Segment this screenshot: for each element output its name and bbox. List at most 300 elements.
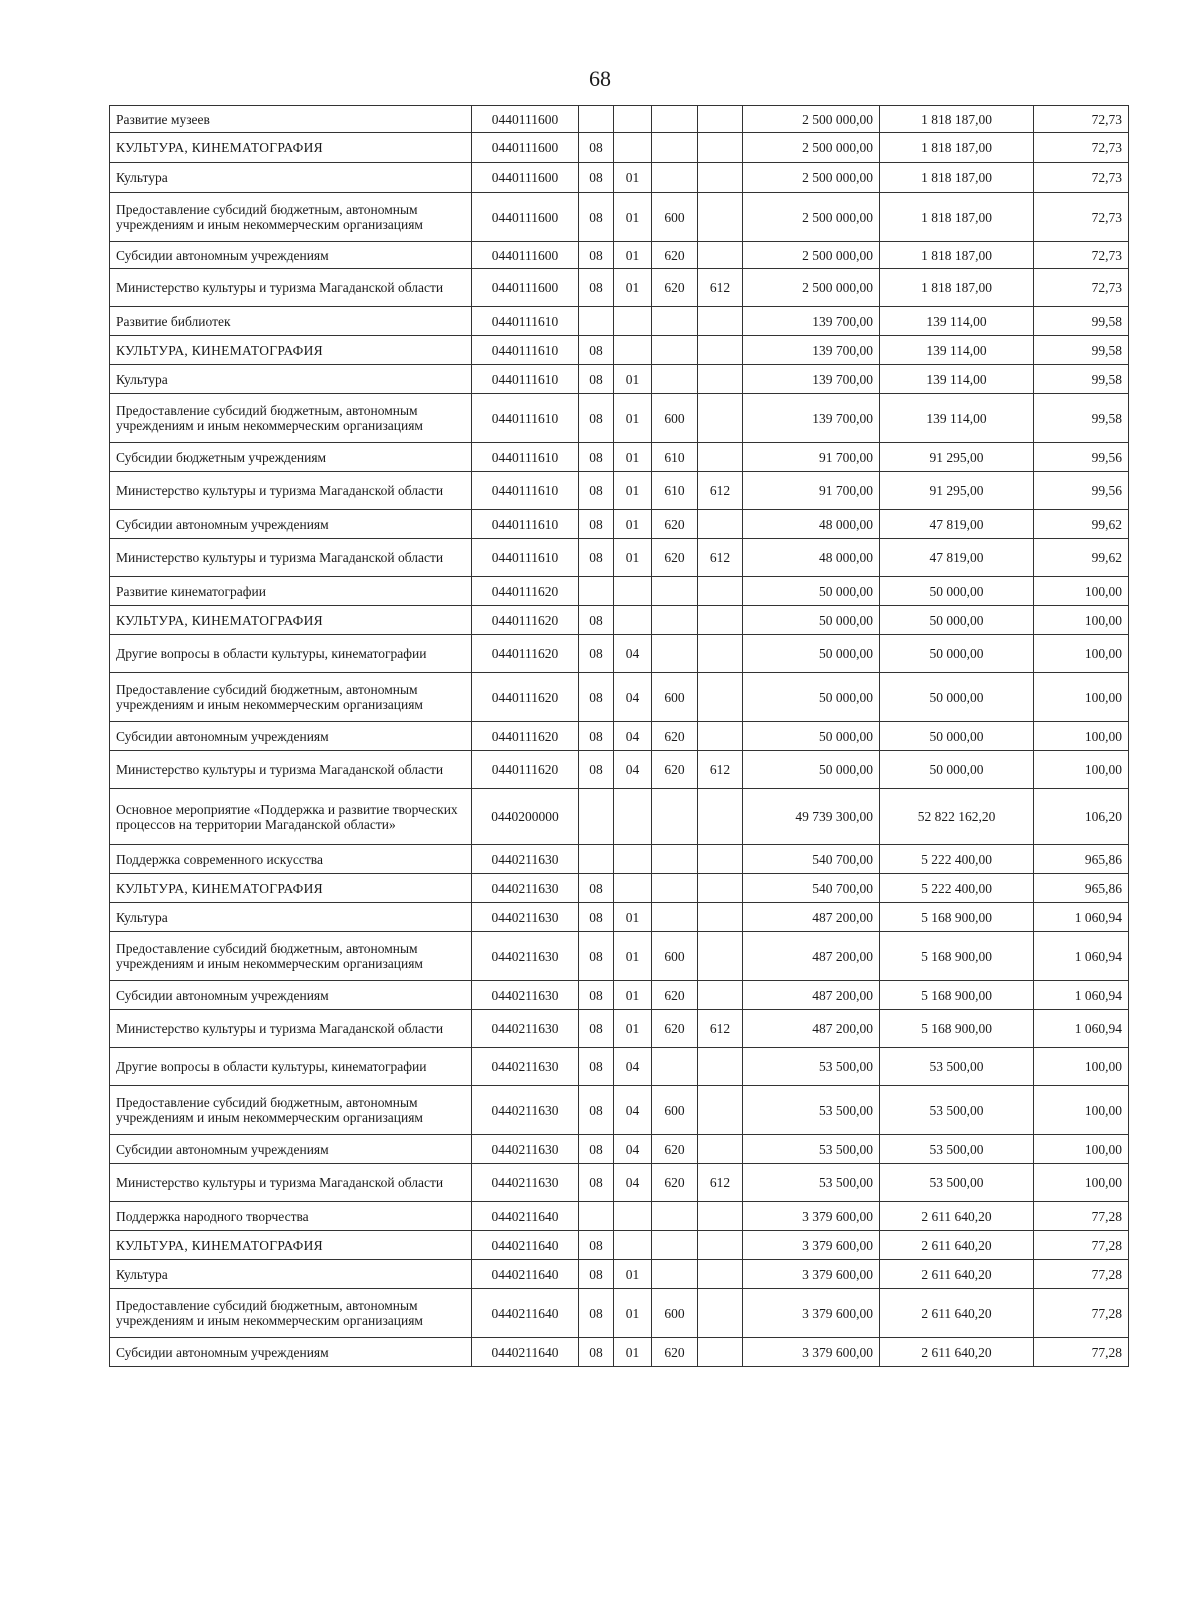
expense-type-code: 620 <box>652 242 698 269</box>
table-row <box>110 577 1129 606</box>
section-code <box>579 1202 614 1231</box>
row-name: КУЛЬТУРА, КИНЕМАТОГРАФИЯ <box>110 336 472 365</box>
row-name: Министерство культуры и туризма Магаданской области <box>110 269 472 307</box>
section-code: 08 <box>579 635 614 673</box>
subsection-code: 01 <box>614 242 652 269</box>
row-name: Культура <box>110 365 472 394</box>
execution-percent: 72,73 <box>1034 163 1129 193</box>
subsection-code: 01 <box>614 269 652 307</box>
target-code: 0440111610 <box>472 443 579 472</box>
execution-percent: 100,00 <box>1034 1135 1129 1164</box>
administrator-code <box>698 365 743 394</box>
table-row <box>110 242 1129 269</box>
section-code: 08 <box>579 133 614 163</box>
section-code: 08 <box>579 443 614 472</box>
execution-percent: 1 060,94 <box>1034 932 1129 981</box>
expense-type-code: 600 <box>652 1086 698 1135</box>
subsection-code: 01 <box>614 394 652 443</box>
target-code: 0440111600 <box>472 163 579 193</box>
expense-type-code <box>652 845 698 874</box>
section-code: 08 <box>579 1086 614 1135</box>
administrator-code <box>698 874 743 903</box>
row-name: Предоставление субсидий бюджетным, автономным учреждениям и иным некоммерческим организациям <box>110 673 472 722</box>
execution-percent: 77,28 <box>1034 1338 1129 1367</box>
expense-type-code: 610 <box>652 443 698 472</box>
row-name: Субсидии автономным учреждениям <box>110 1135 472 1164</box>
target-code: 0440111610 <box>472 394 579 443</box>
target-code: 0440111610 <box>472 510 579 539</box>
row-name: Развитие музеев <box>110 106 472 133</box>
expense-type-code <box>652 106 698 133</box>
actual-amount: 5 222 400,00 <box>880 845 1034 874</box>
expense-type-code: 620 <box>652 1135 698 1164</box>
budget-table <box>109 105 1129 1367</box>
planned-amount: 53 500,00 <box>743 1086 880 1135</box>
planned-amount: 487 200,00 <box>743 981 880 1010</box>
planned-amount: 540 700,00 <box>743 845 880 874</box>
administrator-code <box>698 722 743 751</box>
table-row <box>110 606 1129 635</box>
planned-amount: 2 500 000,00 <box>743 193 880 242</box>
execution-percent: 106,20 <box>1034 789 1129 845</box>
expense-type-code: 620 <box>652 1010 698 1048</box>
subsection-code: 04 <box>614 722 652 751</box>
execution-percent: 965,86 <box>1034 874 1129 903</box>
administrator-code <box>698 1202 743 1231</box>
actual-amount: 1 818 187,00 <box>880 133 1034 163</box>
actual-amount: 91 295,00 <box>880 443 1034 472</box>
administrator-code <box>698 845 743 874</box>
table-row <box>110 789 1129 845</box>
administrator-code: 612 <box>698 269 743 307</box>
target-code: 0440211630 <box>472 874 579 903</box>
actual-amount: 1 818 187,00 <box>880 269 1034 307</box>
subsection-code <box>614 133 652 163</box>
section-code <box>579 789 614 845</box>
expense-type-code <box>652 606 698 635</box>
row-name: Предоставление субсидий бюджетным, автономным учреждениям и иным некоммерческим организациям <box>110 394 472 443</box>
section-code: 08 <box>579 673 614 722</box>
subsection-code: 04 <box>614 1086 652 1135</box>
administrator-code <box>698 510 743 539</box>
planned-amount: 3 379 600,00 <box>743 1202 880 1231</box>
administrator-code <box>698 577 743 606</box>
subsection-code: 04 <box>614 1135 652 1164</box>
planned-amount: 2 500 000,00 <box>743 106 880 133</box>
target-code: 0440211630 <box>472 1164 579 1202</box>
target-code: 0440211630 <box>472 845 579 874</box>
target-code: 0440111610 <box>472 472 579 510</box>
planned-amount: 50 000,00 <box>743 751 880 789</box>
expense-type-code: 600 <box>652 1289 698 1338</box>
administrator-code: 612 <box>698 472 743 510</box>
execution-percent: 72,73 <box>1034 242 1129 269</box>
execution-percent: 99,58 <box>1034 365 1129 394</box>
execution-percent: 1 060,94 <box>1034 981 1129 1010</box>
actual-amount: 53 500,00 <box>880 1086 1034 1135</box>
target-code: 0440111620 <box>472 673 579 722</box>
administrator-code <box>698 606 743 635</box>
planned-amount: 2 500 000,00 <box>743 269 880 307</box>
actual-amount: 139 114,00 <box>880 394 1034 443</box>
administrator-code <box>698 1048 743 1086</box>
section-code: 08 <box>579 606 614 635</box>
execution-percent: 72,73 <box>1034 133 1129 163</box>
administrator-code <box>698 1231 743 1260</box>
expense-type-code <box>652 789 698 845</box>
expense-type-code: 600 <box>652 394 698 443</box>
table-row <box>110 1202 1129 1231</box>
actual-amount: 50 000,00 <box>880 635 1034 673</box>
expense-type-code: 620 <box>652 269 698 307</box>
subsection-code: 01 <box>614 1010 652 1048</box>
row-name: Культура <box>110 1260 472 1289</box>
section-code: 08 <box>579 193 614 242</box>
target-code: 0440211640 <box>472 1231 579 1260</box>
row-name: Поддержка современного искусства <box>110 845 472 874</box>
expense-type-code <box>652 133 698 163</box>
target-code: 0440111600 <box>472 133 579 163</box>
section-code: 08 <box>579 903 614 932</box>
expense-type-code <box>652 307 698 336</box>
section-code: 08 <box>579 981 614 1010</box>
execution-percent: 1 060,94 <box>1034 1010 1129 1048</box>
expense-type-code <box>652 163 698 193</box>
table-row <box>110 673 1129 722</box>
row-name: Субсидии автономным учреждениям <box>110 510 472 539</box>
row-name: Министерство культуры и туризма Магаданской области <box>110 472 472 510</box>
execution-percent: 100,00 <box>1034 1164 1129 1202</box>
row-name: Культура <box>110 163 472 193</box>
planned-amount: 139 700,00 <box>743 394 880 443</box>
expense-type-code <box>652 903 698 932</box>
table-row <box>110 472 1129 510</box>
row-name: Субсидии автономным учреждениям <box>110 242 472 269</box>
target-code: 0440211640 <box>472 1202 579 1231</box>
expense-type-code <box>652 1231 698 1260</box>
subsection-code: 04 <box>614 1164 652 1202</box>
target-code: 0440111620 <box>472 751 579 789</box>
table-row <box>110 106 1129 133</box>
administrator-code <box>698 789 743 845</box>
planned-amount: 139 700,00 <box>743 336 880 365</box>
administrator-code: 612 <box>698 1010 743 1048</box>
planned-amount: 50 000,00 <box>743 635 880 673</box>
section-code: 08 <box>579 1010 614 1048</box>
subsection-code: 01 <box>614 1338 652 1367</box>
expense-type-code: 620 <box>652 981 698 1010</box>
planned-amount: 48 000,00 <box>743 539 880 577</box>
target-code: 0440211630 <box>472 1010 579 1048</box>
row-name: Развитие кинематографии <box>110 577 472 606</box>
target-code: 0440211640 <box>472 1338 579 1367</box>
actual-amount: 53 500,00 <box>880 1164 1034 1202</box>
row-name: Субсидии автономным учреждениям <box>110 722 472 751</box>
section-code: 08 <box>579 722 614 751</box>
table-row <box>110 307 1129 336</box>
table-row <box>110 1289 1129 1338</box>
expense-type-code <box>652 1048 698 1086</box>
section-code: 08 <box>579 269 614 307</box>
administrator-code <box>698 307 743 336</box>
planned-amount: 50 000,00 <box>743 722 880 751</box>
target-code: 0440111610 <box>472 365 579 394</box>
execution-percent: 77,28 <box>1034 1231 1129 1260</box>
expense-type-code <box>652 1260 698 1289</box>
table-row <box>110 874 1129 903</box>
administrator-code <box>698 336 743 365</box>
table-row <box>110 1010 1129 1048</box>
planned-amount: 50 000,00 <box>743 577 880 606</box>
target-code: 0440211640 <box>472 1260 579 1289</box>
expense-type-code: 620 <box>652 751 698 789</box>
table-row <box>110 845 1129 874</box>
execution-percent: 99,56 <box>1034 443 1129 472</box>
planned-amount: 487 200,00 <box>743 932 880 981</box>
section-code: 08 <box>579 1135 614 1164</box>
section-code: 08 <box>579 472 614 510</box>
row-name: КУЛЬТУРА, КИНЕМАТОГРАФИЯ <box>110 874 472 903</box>
row-name: Субсидии бюджетным учреждениям <box>110 443 472 472</box>
expense-type-code <box>652 577 698 606</box>
planned-amount: 91 700,00 <box>743 443 880 472</box>
subsection-code: 01 <box>614 365 652 394</box>
row-name: Поддержка народного творчества <box>110 1202 472 1231</box>
section-code <box>579 577 614 606</box>
section-code: 08 <box>579 1289 614 1338</box>
administrator-code: 612 <box>698 1164 743 1202</box>
subsection-code: 01 <box>614 163 652 193</box>
row-name: Основное мероприятие «Поддержка и развитие творческих процессов на территории Магаданской области» <box>110 789 472 845</box>
administrator-code <box>698 1086 743 1135</box>
actual-amount: 50 000,00 <box>880 722 1034 751</box>
subsection-code <box>614 789 652 845</box>
target-code: 0440111600 <box>472 106 579 133</box>
section-code: 08 <box>579 394 614 443</box>
execution-percent: 100,00 <box>1034 606 1129 635</box>
execution-percent: 100,00 <box>1034 1048 1129 1086</box>
row-name: Министерство культуры и туризма Магаданской области <box>110 751 472 789</box>
execution-percent: 100,00 <box>1034 635 1129 673</box>
section-code: 08 <box>579 336 614 365</box>
row-name: Министерство культуры и туризма Магаданской области <box>110 1010 472 1048</box>
row-name: КУЛЬТУРА, КИНЕМАТОГРАФИЯ <box>110 133 472 163</box>
row-name: Предоставление субсидий бюджетным, автономным учреждениям и иным некоммерческим организациям <box>110 193 472 242</box>
execution-percent: 77,28 <box>1034 1289 1129 1338</box>
subsection-code <box>614 577 652 606</box>
section-code: 08 <box>579 1164 614 1202</box>
administrator-code <box>698 635 743 673</box>
table-row <box>110 722 1129 751</box>
subsection-code: 01 <box>614 510 652 539</box>
row-name: Предоставление субсидий бюджетным, автономным учреждениям и иным некоммерческим организациям <box>110 1086 472 1135</box>
actual-amount: 47 819,00 <box>880 510 1034 539</box>
planned-amount: 53 500,00 <box>743 1164 880 1202</box>
subsection-code: 01 <box>614 539 652 577</box>
target-code: 0440211630 <box>472 932 579 981</box>
actual-amount: 47 819,00 <box>880 539 1034 577</box>
planned-amount: 139 700,00 <box>743 365 880 394</box>
actual-amount: 5 168 900,00 <box>880 1010 1034 1048</box>
execution-percent: 77,28 <box>1034 1202 1129 1231</box>
execution-percent: 77,28 <box>1034 1260 1129 1289</box>
administrator-code <box>698 242 743 269</box>
subsection-code: 04 <box>614 673 652 722</box>
planned-amount: 49 739 300,00 <box>743 789 880 845</box>
target-code: 0440211630 <box>472 903 579 932</box>
administrator-code <box>698 1260 743 1289</box>
administrator-code: 612 <box>698 539 743 577</box>
actual-amount: 2 611 640,20 <box>880 1260 1034 1289</box>
planned-amount: 487 200,00 <box>743 903 880 932</box>
actual-amount: 5 168 900,00 <box>880 981 1034 1010</box>
administrator-code <box>698 1289 743 1338</box>
execution-percent: 965,86 <box>1034 845 1129 874</box>
table-row <box>110 193 1129 242</box>
section-code <box>579 307 614 336</box>
section-code: 08 <box>579 751 614 789</box>
planned-amount: 91 700,00 <box>743 472 880 510</box>
row-name: Другие вопросы в области культуры, кинематографии <box>110 1048 472 1086</box>
subsection-code: 01 <box>614 932 652 981</box>
table-row <box>110 163 1129 193</box>
table-row <box>110 510 1129 539</box>
subsection-code <box>614 336 652 365</box>
expense-type-code: 600 <box>652 932 698 981</box>
planned-amount: 487 200,00 <box>743 1010 880 1048</box>
planned-amount: 3 379 600,00 <box>743 1260 880 1289</box>
expense-type-code: 620 <box>652 1338 698 1367</box>
section-code: 08 <box>579 539 614 577</box>
table-row <box>110 932 1129 981</box>
target-code: 0440111600 <box>472 242 579 269</box>
planned-amount: 3 379 600,00 <box>743 1289 880 1338</box>
table-row <box>110 133 1129 163</box>
actual-amount: 5 168 900,00 <box>880 932 1034 981</box>
table-row <box>110 1048 1129 1086</box>
administrator-code <box>698 1135 743 1164</box>
target-code: 0440211630 <box>472 1135 579 1164</box>
table-row <box>110 1164 1129 1202</box>
subsection-code <box>614 845 652 874</box>
row-name: КУЛЬТУРА, КИНЕМАТОГРАФИЯ <box>110 606 472 635</box>
execution-percent: 99,58 <box>1034 307 1129 336</box>
administrator-code <box>698 903 743 932</box>
subsection-code <box>614 307 652 336</box>
row-name: Субсидии автономным учреждениям <box>110 981 472 1010</box>
actual-amount: 139 114,00 <box>880 365 1034 394</box>
row-name: Министерство культуры и туризма Магаданской области <box>110 1164 472 1202</box>
execution-percent: 72,73 <box>1034 269 1129 307</box>
row-name: Предоставление субсидий бюджетным, автономным учреждениям и иным некоммерческим организациям <box>110 932 472 981</box>
actual-amount: 5 168 900,00 <box>880 903 1034 932</box>
administrator-code <box>698 443 743 472</box>
target-code: 0440111620 <box>472 635 579 673</box>
expense-type-code: 620 <box>652 722 698 751</box>
subsection-code: 04 <box>614 1048 652 1086</box>
execution-percent: 99,56 <box>1034 472 1129 510</box>
subsection-code: 04 <box>614 751 652 789</box>
subsection-code: 04 <box>614 635 652 673</box>
planned-amount: 50 000,00 <box>743 606 880 635</box>
table-row <box>110 1086 1129 1135</box>
row-name: Развитие библиотек <box>110 307 472 336</box>
administrator-code <box>698 1338 743 1367</box>
actual-amount: 50 000,00 <box>880 606 1034 635</box>
subsection-code <box>614 606 652 635</box>
administrator-code: 612 <box>698 751 743 789</box>
section-code: 08 <box>579 874 614 903</box>
execution-percent: 72,73 <box>1034 106 1129 133</box>
administrator-code <box>698 133 743 163</box>
expense-type-code: 620 <box>652 1164 698 1202</box>
section-code <box>579 106 614 133</box>
subsection-code: 01 <box>614 903 652 932</box>
execution-percent: 100,00 <box>1034 722 1129 751</box>
section-code: 08 <box>579 365 614 394</box>
table-row <box>110 1338 1129 1367</box>
target-code: 0440111620 <box>472 577 579 606</box>
expense-type-code <box>652 1202 698 1231</box>
actual-amount: 2 611 640,20 <box>880 1202 1034 1231</box>
target-code: 0440211630 <box>472 981 579 1010</box>
target-code: 0440211630 <box>472 1048 579 1086</box>
administrator-code <box>698 673 743 722</box>
administrator-code <box>698 106 743 133</box>
planned-amount: 53 500,00 <box>743 1135 880 1164</box>
actual-amount: 139 114,00 <box>880 336 1034 365</box>
actual-amount: 50 000,00 <box>880 751 1034 789</box>
actual-amount: 50 000,00 <box>880 673 1034 722</box>
section-code: 08 <box>579 1231 614 1260</box>
execution-percent: 100,00 <box>1034 673 1129 722</box>
table-row <box>110 635 1129 673</box>
table-row <box>110 981 1129 1010</box>
subsection-code <box>614 874 652 903</box>
expense-type-code <box>652 874 698 903</box>
page-number: 68 <box>589 66 611 91</box>
expense-type-code: 620 <box>652 510 698 539</box>
actual-amount: 2 611 640,20 <box>880 1289 1034 1338</box>
expense-type-code <box>652 365 698 394</box>
actual-amount: 2 611 640,20 <box>880 1338 1034 1367</box>
expense-type-code: 600 <box>652 673 698 722</box>
table-row <box>110 365 1129 394</box>
section-code: 08 <box>579 510 614 539</box>
section-code: 08 <box>579 163 614 193</box>
target-code: 0440211630 <box>472 1086 579 1135</box>
table-row <box>110 336 1129 365</box>
planned-amount: 540 700,00 <box>743 874 880 903</box>
subsection-code: 01 <box>614 1289 652 1338</box>
planned-amount: 3 379 600,00 <box>743 1338 880 1367</box>
table-row <box>110 751 1129 789</box>
actual-amount: 139 114,00 <box>880 307 1034 336</box>
planned-amount: 53 500,00 <box>743 1048 880 1086</box>
administrator-code <box>698 163 743 193</box>
administrator-code <box>698 981 743 1010</box>
target-code: 0440111610 <box>472 307 579 336</box>
expense-type-code <box>652 635 698 673</box>
actual-amount: 53 500,00 <box>880 1048 1034 1086</box>
execution-percent: 99,58 <box>1034 336 1129 365</box>
expense-type-code <box>652 336 698 365</box>
planned-amount: 2 500 000,00 <box>743 163 880 193</box>
row-name: Министерство культуры и туризма Магаданской области <box>110 539 472 577</box>
execution-percent: 100,00 <box>1034 751 1129 789</box>
table-row <box>110 903 1129 932</box>
actual-amount: 53 500,00 <box>880 1135 1034 1164</box>
